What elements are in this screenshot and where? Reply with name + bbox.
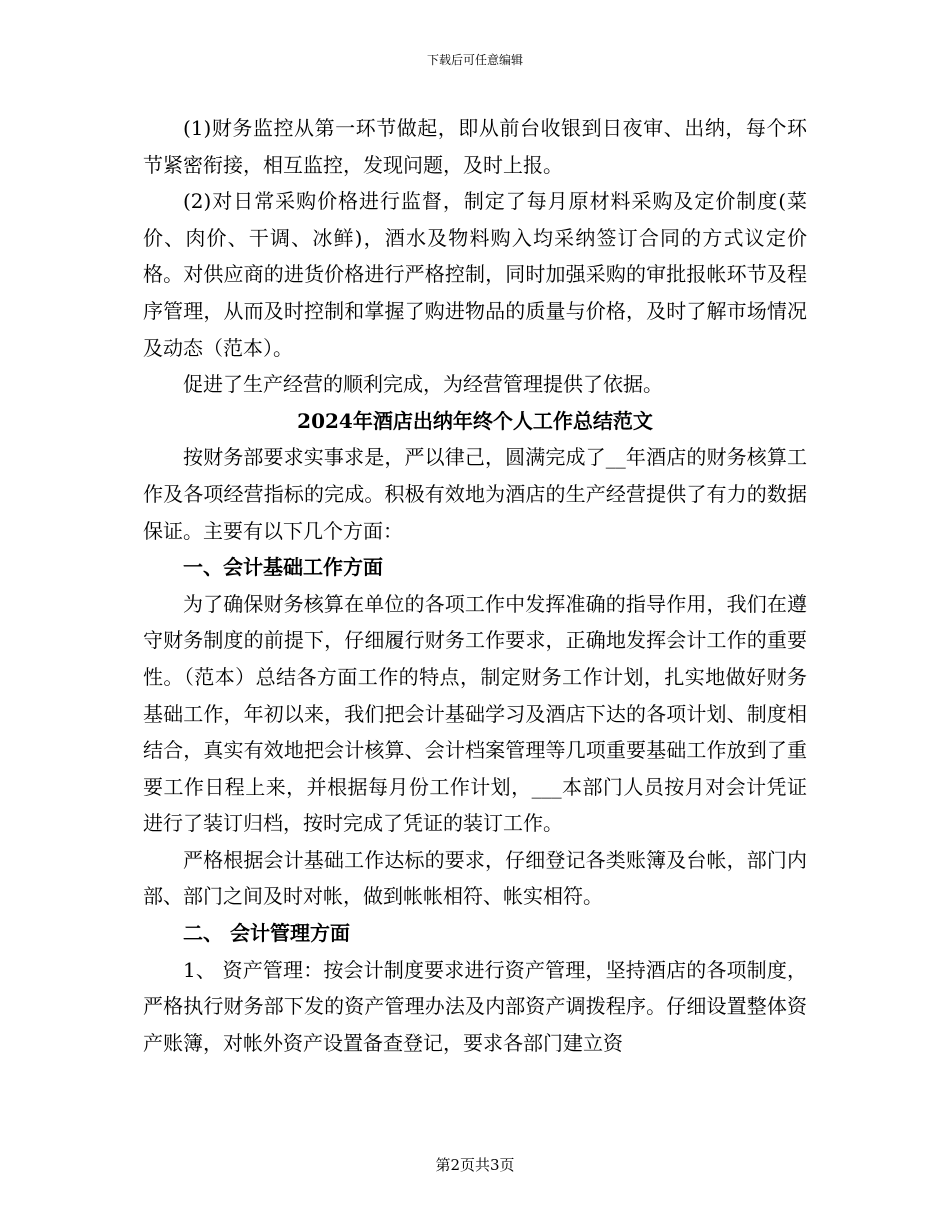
document-title: 2024年酒店出纳年终个人工作总结范文: [297, 408, 653, 433]
paragraph-intro: 按财务部要求实事求是，严以律己，圆满完成了__年酒店的财务核算工作及各项经营指标的完成。积极有效地为酒店的生产经营提供了有力的数据保证。主要有以下几个方面：: [143, 445, 807, 543]
paragraph-conclusion: 促进了生产经营的顺利完成，为经营管理提供了依据。: [183, 372, 663, 397]
document-body: [143, 110, 807, 1061]
paragraph-accounting-basics: 为了确保财务核算在单位的各项工作中发挥准确的指导作用，我们在遵守财务制度的前提下，仔细履行财务工作要求，正确地发挥会计工作的重要性。（范本）总结各方面工作的特点，制定财务工作计划，扎实地做好财务基础工作，年初以来，我们把会计基础学习及酒店下达的各项计划、制度相结合，真实有效地把会计核算、会计档案管理等几项重要基础工作放到了重要工作日程上来，并根据每月份工作计划，___本部门人员按月对会计凭证进行了装订归档，按时完成了凭证的装订工作。: [143, 591, 807, 836]
paragraph-purchase-supervision: (2)对日常采购价格进行监督，制定了每月原材料采购及定价制度(菜价、肉价、干调、冰鲜)，酒水及物料购入均采纳签订合同的方式议定价格。对供应商的进货价格进行严格控制，同时加强采购的审批报帐环节及程序管理，从而及时控制和掌握了购进物品的质量与价格，及时了解市场情况及动态（范本）。: [143, 189, 807, 360]
paragraph-asset-management: 1、 资产管理：按会计制度要求进行资产管理，坚持酒店的各项制度，严格执行财务部下发的资产管理办法及内部资产调拨程序。仔细设置整体资产账簿，对帐外资产设置备查登记，要求各部门建立资: [143, 957, 807, 1055]
page-header: 下载后可任意编辑: [426, 53, 523, 67]
section-heading-accounting-management: 二、 会计管理方面: [183, 921, 350, 946]
section-heading-accounting-basics: 一、会计基础工作方面: [183, 555, 383, 580]
paragraph-ledger-registration: 严格根据会计基础工作达标的要求，仔细登记各类账簿及台帐，部门内部、部门之间及时对帐，做到帐帐相符、帐实相符。: [143, 847, 807, 909]
page-footer: 第2页共3页: [435, 1156, 515, 1174]
paragraph-financial-monitoring: (1)财务监控从第一环节做起，即从前台收银到日夜审、出纳，每个环节紧密衔接，相互监控，发现问题，及时上报。: [143, 116, 807, 177]
